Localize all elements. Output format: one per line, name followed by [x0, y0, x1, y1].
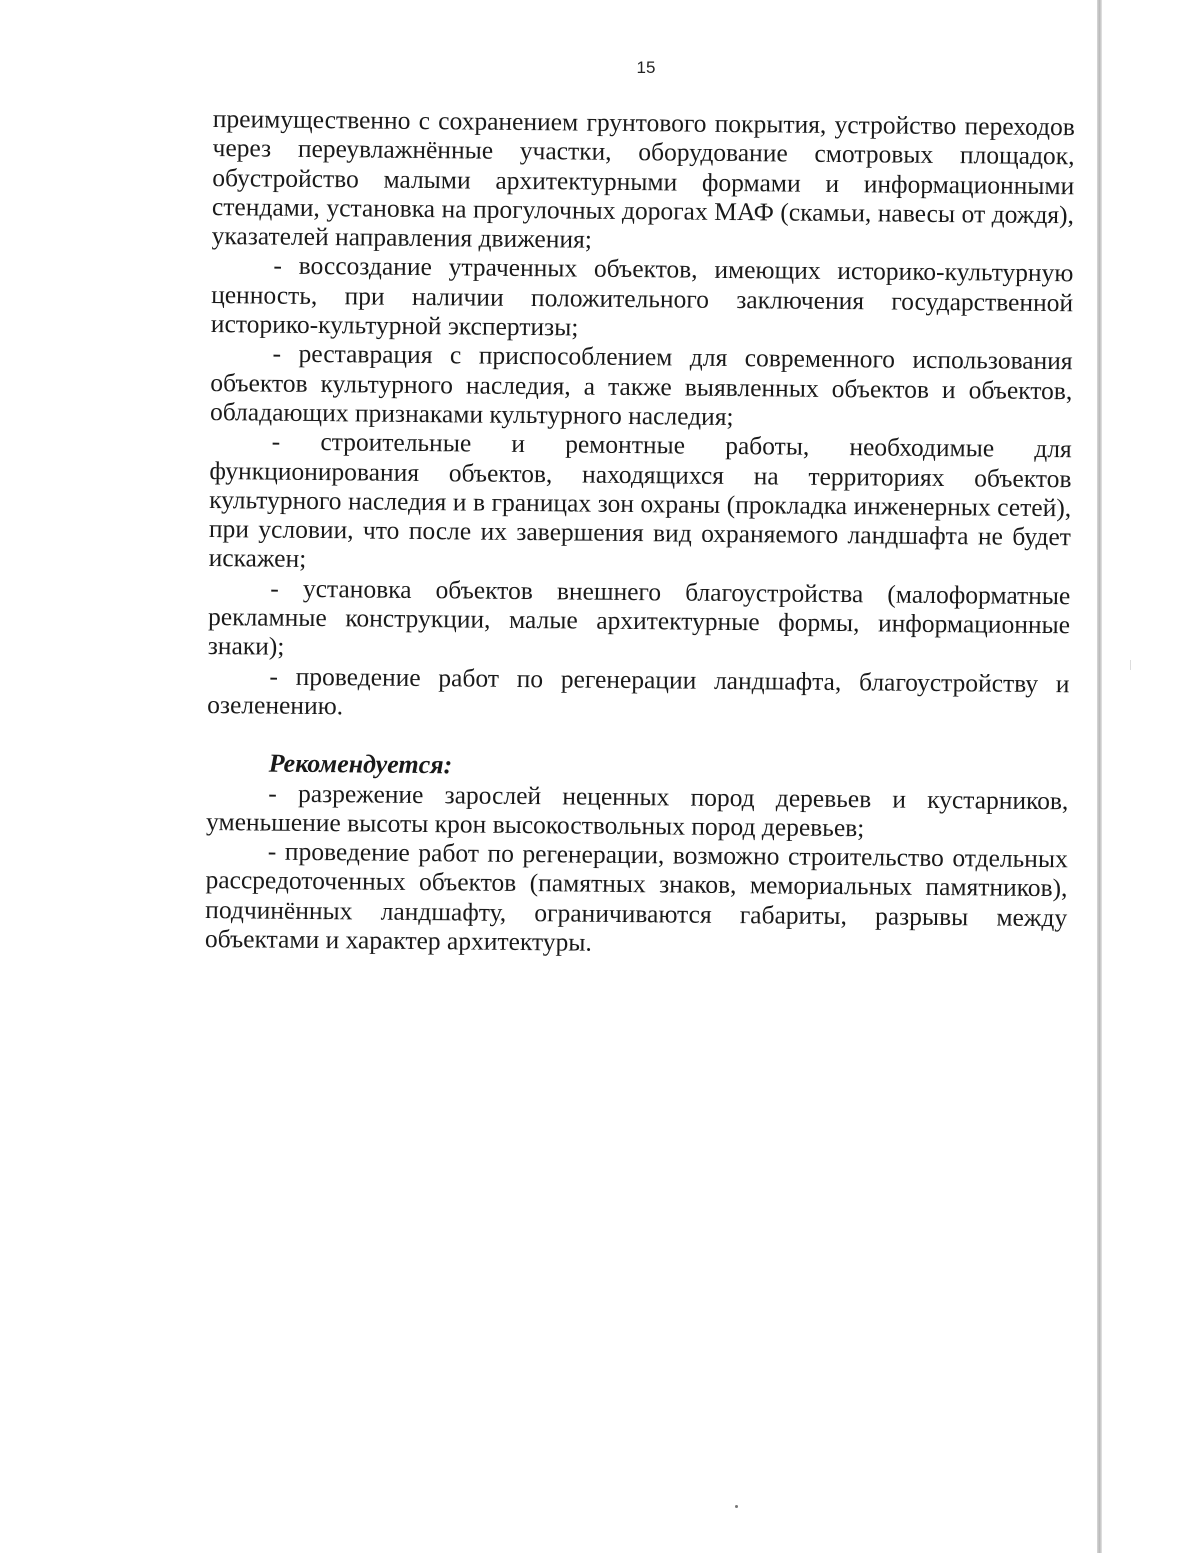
paragraph-continuation: преимущественно с сохранением грунтового покрытия, устройство переходов через переувлажнённые участки, оборудование смотровых площадок, обустройство малыми архитектурными формами и информационными стендами, установка на прогулочных дорогах МАФ (скамьи, навесы от дождя), указателей направления движения;	[211, 104, 1075, 254]
recommended-item-regeneration: - проведение работ по регенерации, возможно строительство отдельных рассредоточенных объектов (памятных знаков, мемориальных памятников), подчинённых ландшафту, ограничиваются габариты, разрывы между объектами и характер архитектуры.	[204, 836, 1068, 957]
scan-artifact-speck	[1130, 660, 1131, 670]
list-item-installation: - установка объектов внешнего благоустройства (малоформатные рекламные конструкции, малые архитектурные формы, информационные знаки);	[207, 573, 1071, 662]
scan-margin	[1102, 0, 1200, 1553]
scan-artifact-dot	[735, 1505, 738, 1508]
list-item-restoration: - реставрация с приспособлением для современного использования объектов культурного наследия, а также выявленных объектов и объектов, обладающих признаками культурного наследия;	[209, 338, 1073, 431]
scan-page-edge	[1097, 0, 1102, 1553]
list-item-construction: - строительные и ремонтные работы, необходимые для функционирования объектов, находящихся на территориях объектов культурного наследия и в границах зон охраны (прокладка инженерных сетей), при условии, что после их завершения вид охраняемого ландшафта не будет искажен;	[208, 426, 1072, 574]
recommended-heading: Рекомендуется:	[268, 748, 453, 780]
list-item-regeneration: - проведение работ по регенерации ландшафта, благоустройству и озеленению.	[207, 661, 1070, 721]
page-number: 15	[636, 58, 656, 77]
document-body	[205, 104, 1075, 962]
recommended-item-thinning: - разрежение зарослей неценных пород деревьев и кустарников, уменьшение высоты крон высокоствольных пород деревьев;	[205, 778, 1069, 843]
list-item-recreation: - воссоздание утраченных объектов, имеющих историко-культурную ценность, при наличии положительного заключения государственной историко-культурной экспертизы;	[210, 251, 1074, 342]
